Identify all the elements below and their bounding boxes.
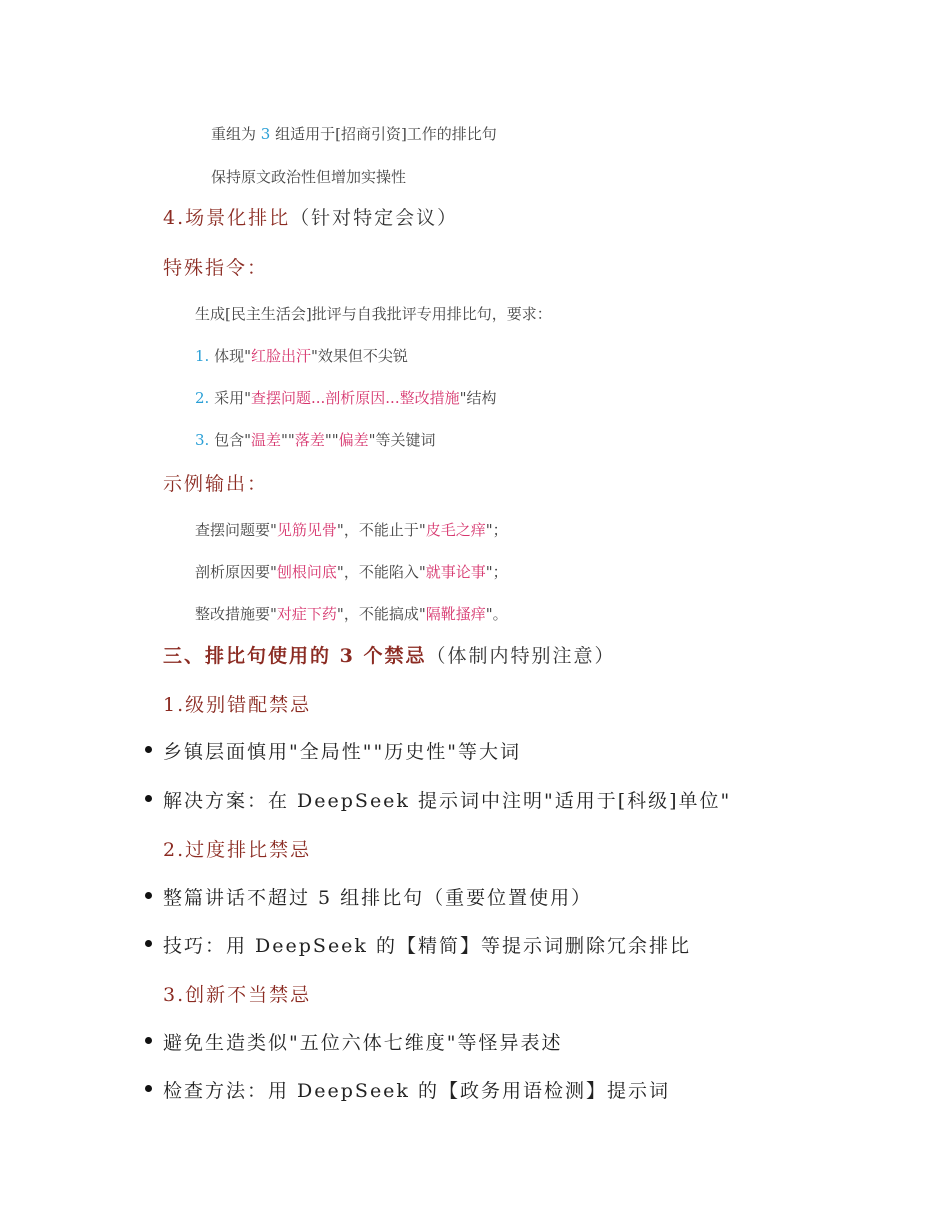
special-instructions-label: 特殊指令： xyxy=(163,257,269,279)
bullet-dot xyxy=(145,746,152,753)
special-intro: 生成[民主生活会]批评与自我批评专用排比句，要求： xyxy=(195,305,552,323)
recombine-line: 重组为 3 组适用于[招商引资]工作的排比句 xyxy=(211,125,497,143)
section4-heading: 4.场景化排比（针对特定会议） xyxy=(163,207,459,229)
bullet-dot xyxy=(145,1085,152,1092)
section3-heading: 三、排比句使用的 3 个禁忌（体制内特别注意） xyxy=(163,645,616,667)
example-line: 查摆问题要"见筋见骨"，不能止于"皮毛之痒"； xyxy=(195,521,508,539)
bullet-item: 乡镇层面慎用"全局性""历史性"等大词 xyxy=(163,741,521,763)
taboo-heading: 1.级别错配禁忌 xyxy=(163,694,312,716)
bullet-item: 避免生造类似"五位六体七维度"等怪异表述 xyxy=(163,1032,563,1054)
example-output-label: 示例输出： xyxy=(163,473,269,495)
bullet-item: 技巧：用 DeepSeek 的【精简】等提示词删除冗余排比 xyxy=(163,935,691,957)
taboo-heading: 3.创新不当禁忌 xyxy=(163,984,312,1006)
special-item: 3. 包含"温差""落差""偏差"等关键词 xyxy=(195,431,436,449)
special-item: 1. 体现"红脸出汗"效果但不尖锐 xyxy=(195,347,408,365)
example-line: 整改措施要"对症下药"，不能搞成"隔靴搔痒"。 xyxy=(195,605,508,623)
bullet-item: 解决方案：在 DeepSeek 提示词中注明"适用于[科级]单位" xyxy=(163,790,732,812)
bullet-item: 整篇讲话不超过 5 组排比句（重要位置使用） xyxy=(163,887,593,909)
bullet-dot xyxy=(145,940,152,947)
bullet-dot xyxy=(145,1037,152,1044)
example-line: 剖析原因要"刨根问底"，不能陷入"就事论事"； xyxy=(195,563,508,581)
bullet-item: 检查方法：用 DeepSeek 的【政务用语检测】提示词 xyxy=(163,1080,670,1102)
keep-political-line: 保持原文政治性但增加实操性 xyxy=(211,168,407,186)
taboo-heading: 2.过度排比禁忌 xyxy=(163,839,312,861)
bullet-dot xyxy=(145,795,152,802)
special-item: 2. 采用"查摆问题...剖析原因...整改措施"结构 xyxy=(195,389,497,407)
bullet-dot xyxy=(145,892,152,899)
